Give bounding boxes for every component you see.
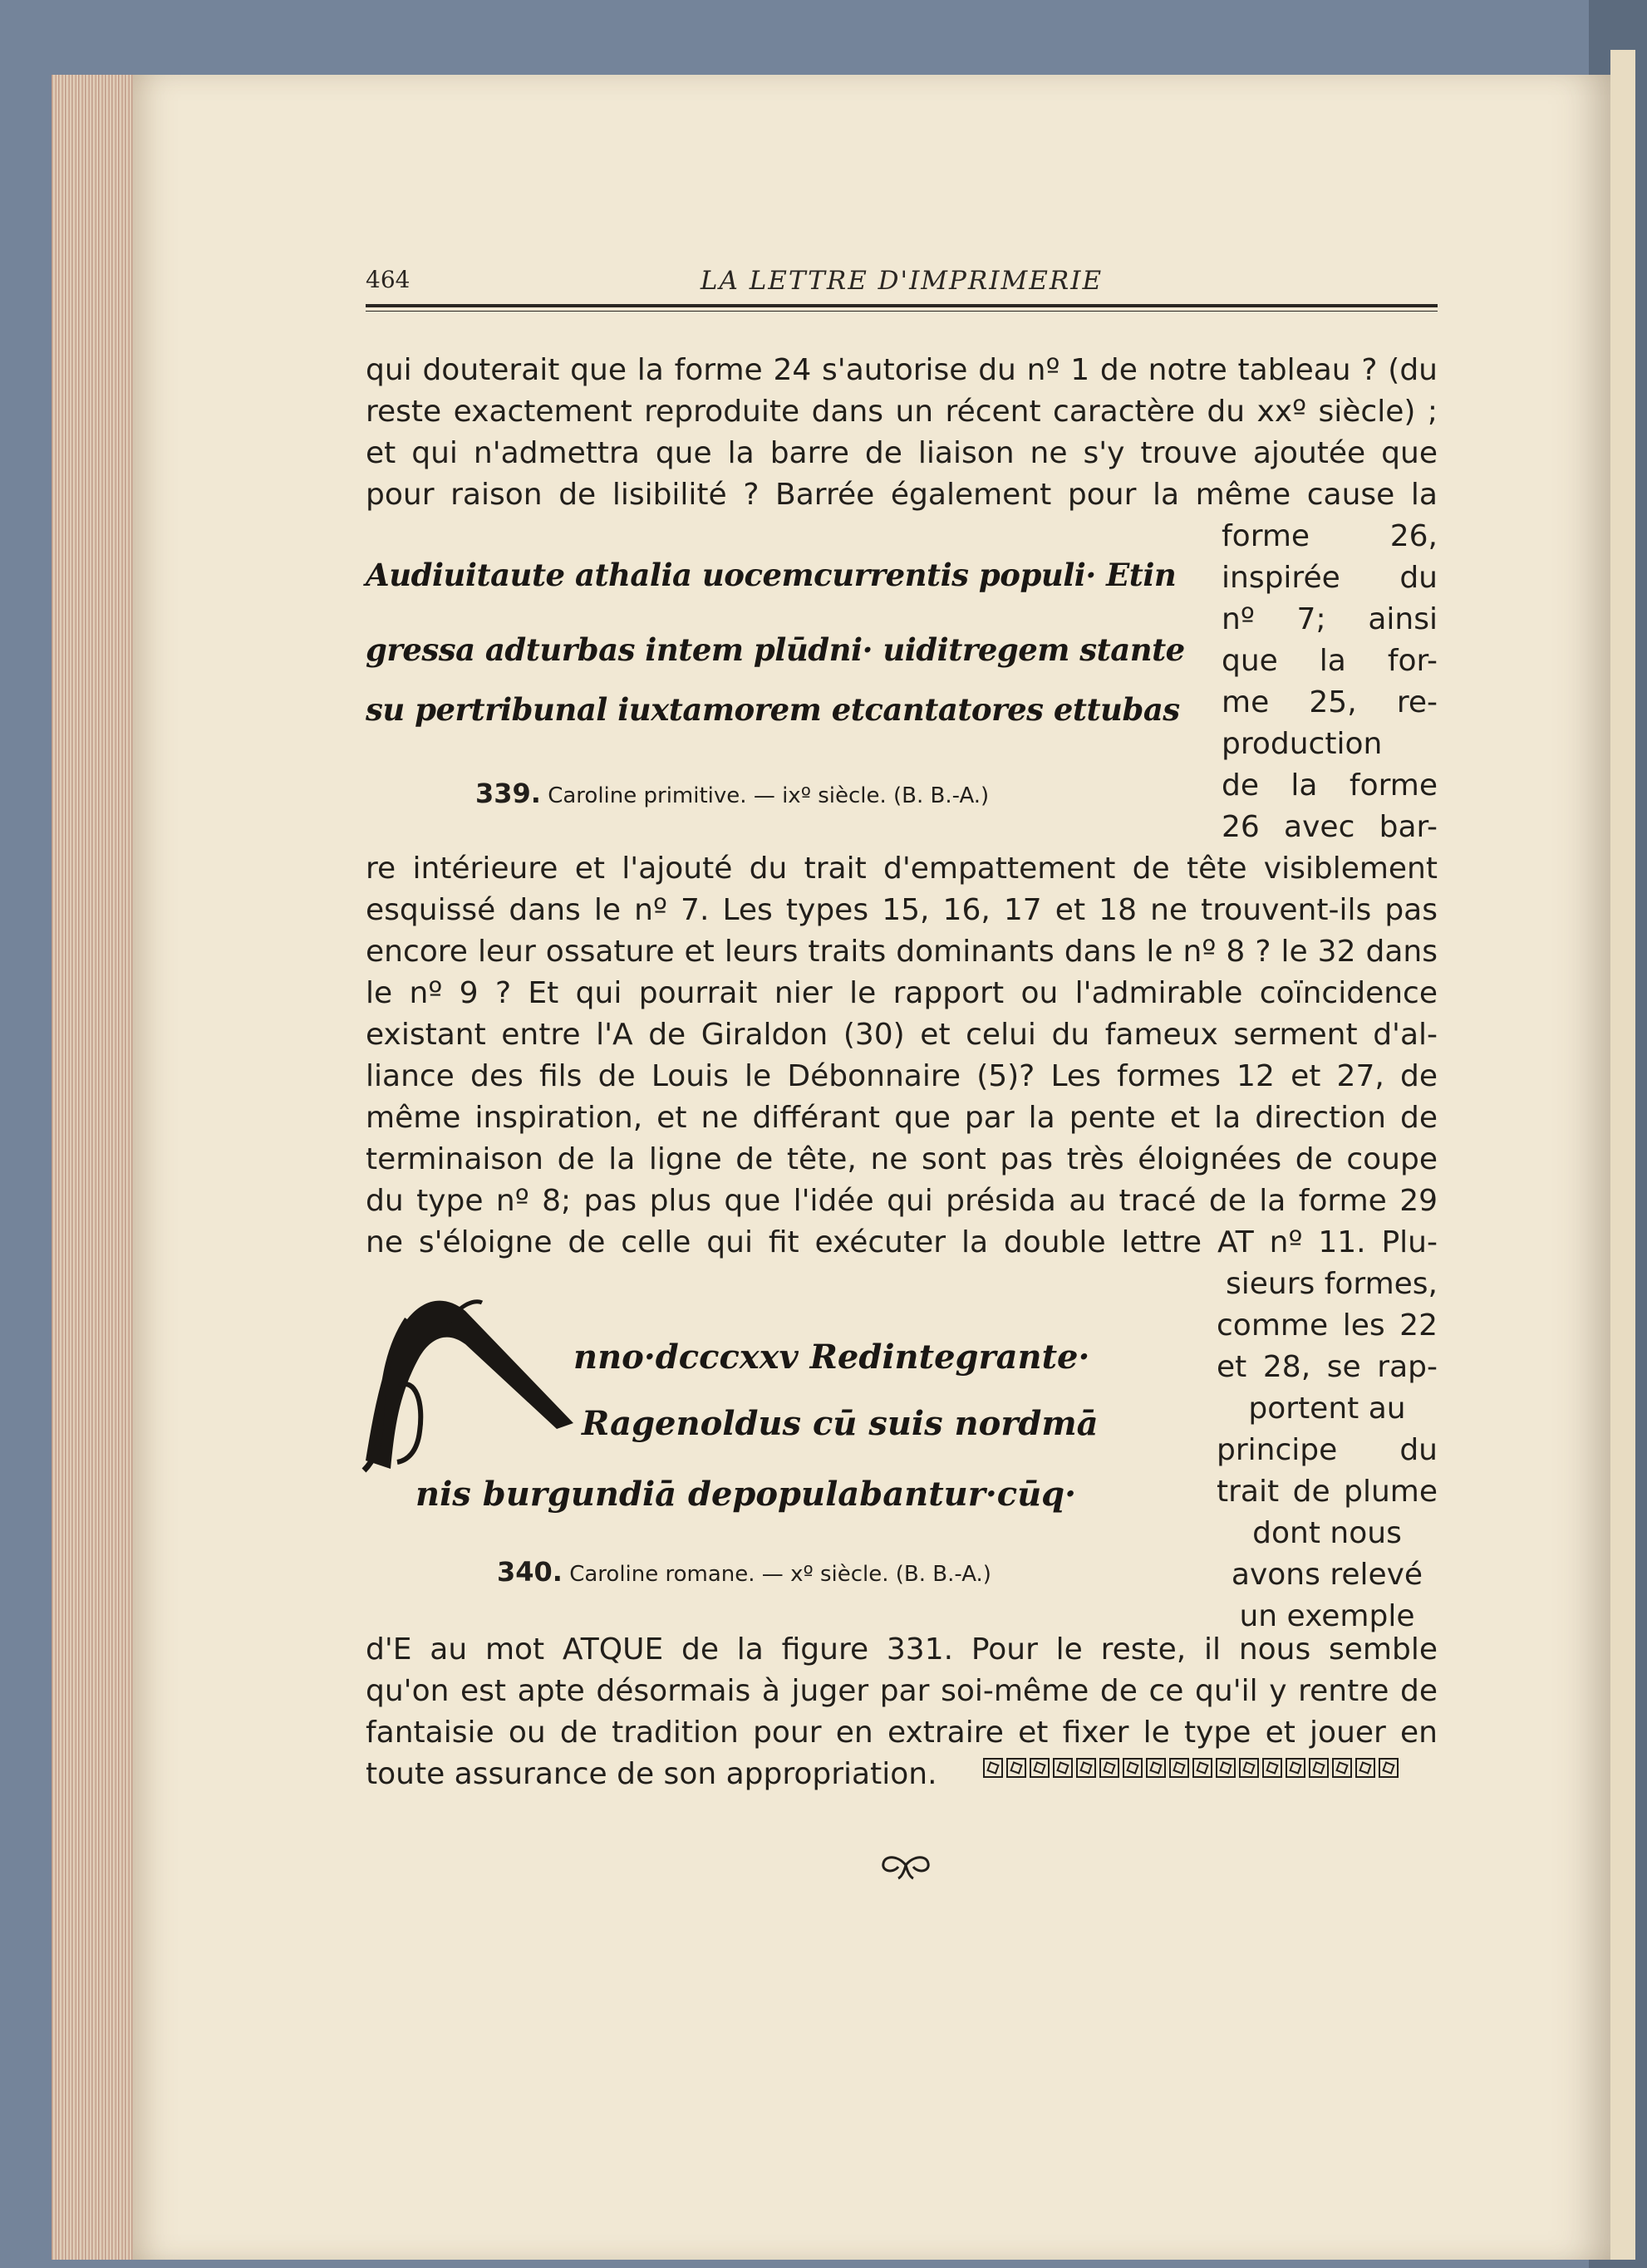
side-text-line: comme les 22 <box>1217 1308 1438 1343</box>
facing-page-edge <box>1610 50 1635 2260</box>
side-text-line: un exemple <box>1239 1599 1415 1633</box>
side-text-line: portent au <box>1248 1392 1406 1426</box>
script-line: Audiuitaute athalia uocemcurrentis populi· Etin <box>366 557 1177 593</box>
text-line: terminaison de la ligne de tête, ne sont pas très éloignées de coupe <box>366 1142 1438 1176</box>
side-text-line: nº 7; ainsi <box>1222 602 1438 636</box>
text-line: et qui n'admettra que la barre de liaison ne s'y trouve ajoutée que <box>366 436 1438 470</box>
side-text-line: me 25, re- <box>1222 685 1438 719</box>
side-text-line: inspirée du <box>1222 561 1438 595</box>
text-line: reste exactement reproduite dans un récent caractère du xxº siècle) ; <box>366 395 1438 429</box>
text-line: fantaisie ou de tradition pour en extraire et fixer le type et jouer en <box>366 1716 1438 1750</box>
side-text-line: que la for- <box>1222 644 1438 678</box>
text-line: pour raison de lisibilité ? Barrée également pour la même cause la <box>366 478 1438 512</box>
fleuron-ornament-icon <box>877 1848 935 1882</box>
script-line: su pertribunal iuxtamorem etcantatores ettubas <box>366 691 1180 728</box>
figure-caption <box>497 1556 991 1588</box>
page-number: 464 <box>366 266 411 293</box>
text-line: toute assurance de son appropriation. <box>366 1757 937 1791</box>
text-line: qu'on est apte désormais à juger par soi-même de ce qu'il y rentre de <box>366 1674 1438 1708</box>
text-line: même inspiration, et ne différant que par la pente et la direction de <box>366 1101 1438 1135</box>
side-text-line: et 28, se rap- <box>1217 1350 1438 1384</box>
side-text-line: trait de plume <box>1217 1475 1438 1509</box>
side-text-line: sieurs formes, <box>1225 1267 1438 1301</box>
caption-text: Caroline primitive. — ixº siècle. (B. B.-A.) <box>548 783 990 808</box>
running-header <box>366 266 1438 299</box>
running-title: LA LETTRE D'IMPRIMERIE <box>700 266 1104 296</box>
side-text-line: avons relevé <box>1231 1558 1423 1592</box>
text-line: encore leur ossature et leurs traits dominants dans le nº 8 ? le 32 dans <box>366 935 1438 969</box>
side-text-line: production <box>1222 727 1383 761</box>
text-line: qui douterait que la forme 24 s'autorise du nº 1 de notre tableau ? (du <box>366 353 1438 387</box>
side-text-line: forme 26, <box>1222 519 1438 553</box>
caption-number: 340. <box>497 1556 563 1588</box>
page-edges <box>52 75 143 2260</box>
text-line: liance des fils de Louis le Débonnaire (5)? Les formes 12 et 27, de <box>366 1059 1438 1093</box>
side-text-line: dont nous <box>1252 1516 1402 1550</box>
text-line: re intérieure et l'ajouté du trait d'empattement de tête visiblement <box>366 852 1438 886</box>
script-line: Ragenoldus cū suis nordmā <box>582 1404 1099 1443</box>
text-line: du type nº 8; pas plus que l'idée qui présida au tracé de la forme 29 <box>366 1184 1438 1218</box>
script-line: gressa adturbas intem plūdni· uiditregem stante <box>366 631 1185 668</box>
decorative-square-border <box>983 1758 1399 1778</box>
text-line: esquissé dans le nº 7. Les types 15, 16, 17 et 18 ne trouvent-ils pas <box>366 893 1438 927</box>
text-line: ne s'éloigne de celle qui fit exécuter la double lettre AT nº 11. Plu- <box>366 1225 1438 1259</box>
text-line: d'E au mot ATQUE de la figure 331. Pour le reste, il nous semble <box>366 1632 1438 1667</box>
figure-caption <box>475 778 989 809</box>
decorated-initial-a <box>349 1286 582 1477</box>
script-line: nno·dcccxxv Redintegrante· <box>573 1338 1090 1377</box>
script-line: nis burgundiā depopulabantur·cūq· <box>415 1475 1077 1514</box>
side-text-line: principe du <box>1217 1433 1438 1467</box>
side-text-line: de la forme <box>1222 768 1438 803</box>
caption-text: Caroline romane. — xº siècle. (B. B.-A.) <box>569 1562 991 1587</box>
caption-number: 339. <box>475 778 541 809</box>
header-rule-thick <box>366 304 1438 307</box>
text-line: le nº 9 ? Et qui pourrait nier le rapport ou l'admirable coïncidence <box>366 976 1438 1010</box>
header-rule-thin <box>366 311 1438 312</box>
text-line: existant entre l'A de Giraldon (30) et celui du fameux serment d'al- <box>366 1018 1438 1052</box>
side-text-line: 26 avec bar- <box>1222 810 1438 844</box>
